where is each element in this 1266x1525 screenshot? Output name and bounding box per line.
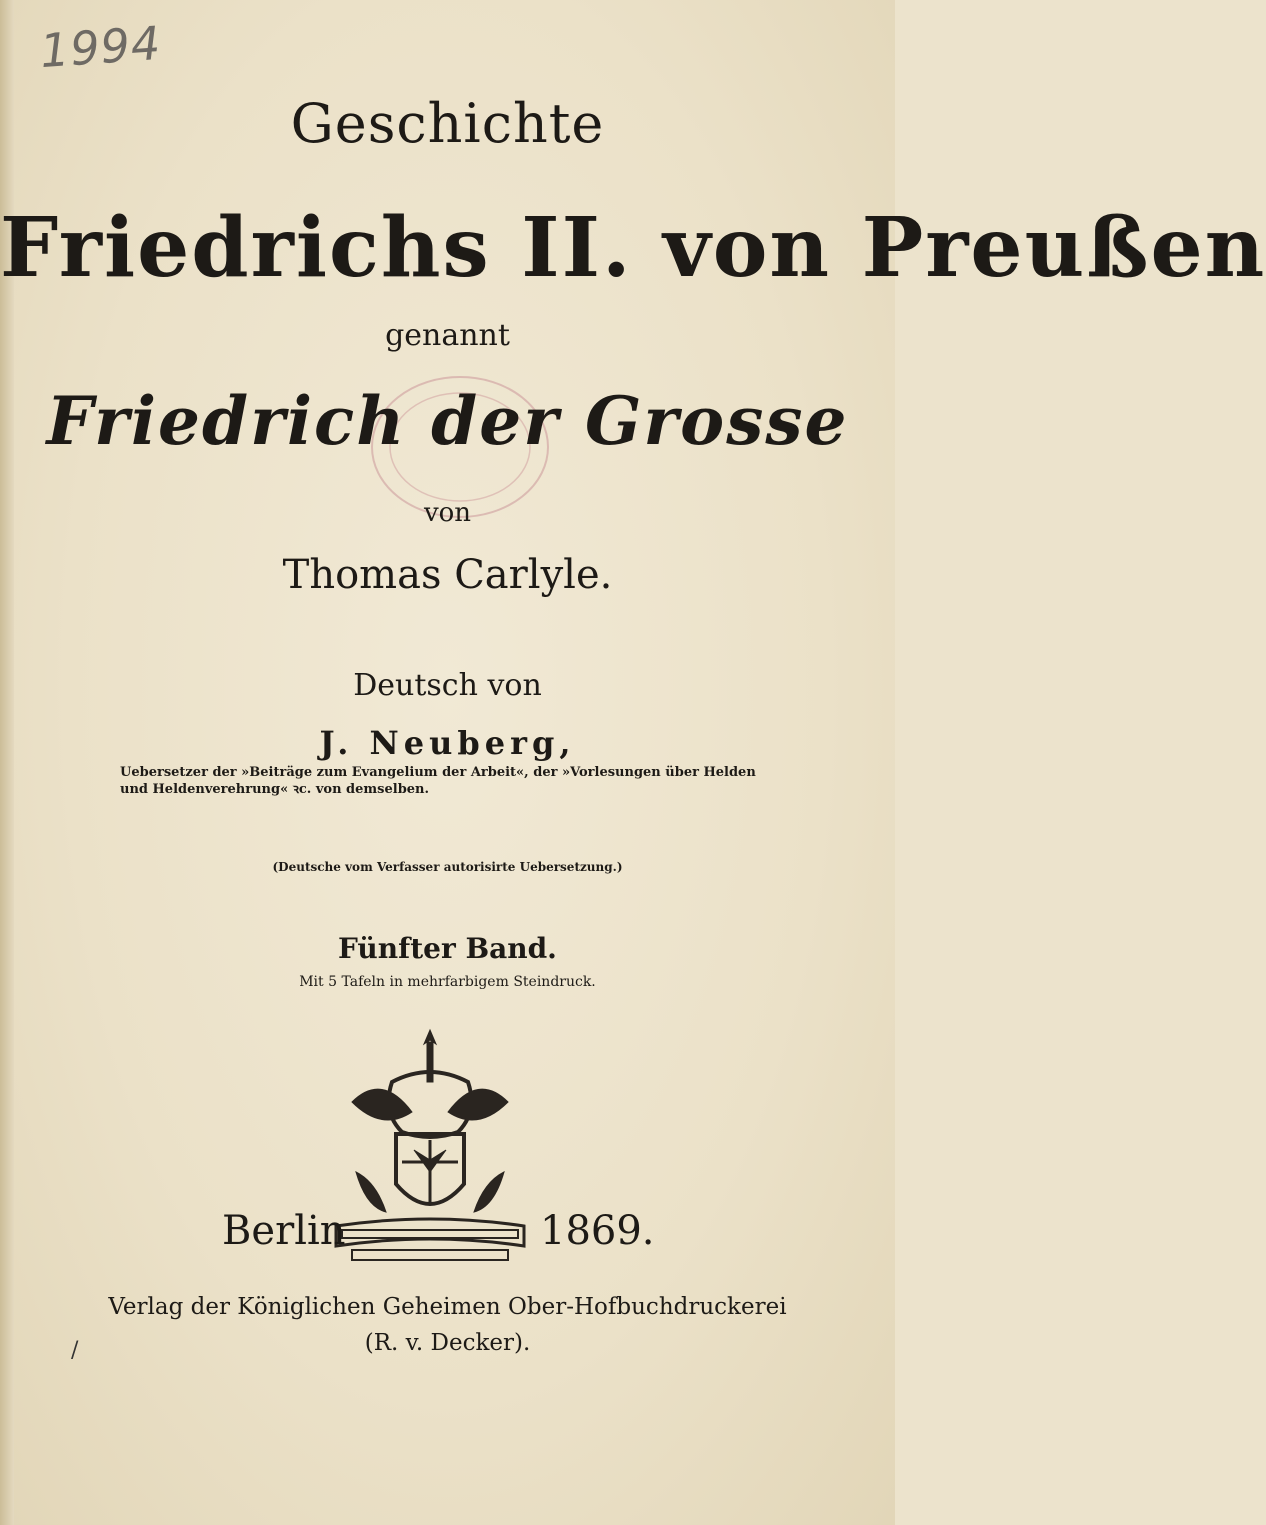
translator-credit: Uebersetzer der »Beiträge zum Evangelium der Arbeit«, der »Vorlesungen über Helden und Heldenverehrung« ꝛc. von demselben.: [120, 765, 756, 797]
authorization-note: (Deutsche vom Verfasser autorisirte Uebersetzung.): [272, 860, 623, 874]
shelfmark-handwritten: 1994: [38, 15, 163, 79]
title-line-genannt: genannt: [385, 318, 510, 353]
imprint-city: Berlin: [222, 1208, 346, 1254]
imprint-year: 1869.: [540, 1208, 655, 1254]
author-by: von: [423, 498, 472, 528]
translation-intro: Deutsch von: [353, 668, 542, 703]
title-line-friedrich-der-grosse: Friedrich der Grosse: [46, 382, 849, 460]
author-name: Thomas Carlyle.: [282, 552, 613, 598]
printer-emblem-icon: [332, 1022, 528, 1264]
translator-name: J. Neuberg,: [319, 724, 576, 762]
title-line-friedrichs: Friedrichs II. von Preußen: [0, 200, 1266, 296]
title-line-geschichte: Geschichte: [290, 92, 605, 155]
margin-mark: /: [71, 1338, 79, 1363]
printer-line: (R. v. Decker).: [364, 1330, 531, 1356]
volume-label: Fünfter Band.: [338, 932, 557, 965]
volume-note: Mit 5 Tafeln in mehrfarbigem Steindruck.: [299, 974, 596, 990]
publisher-line: Verlag der Königlichen Geheimen Ober-Hofbuchdruckerei: [108, 1294, 787, 1320]
